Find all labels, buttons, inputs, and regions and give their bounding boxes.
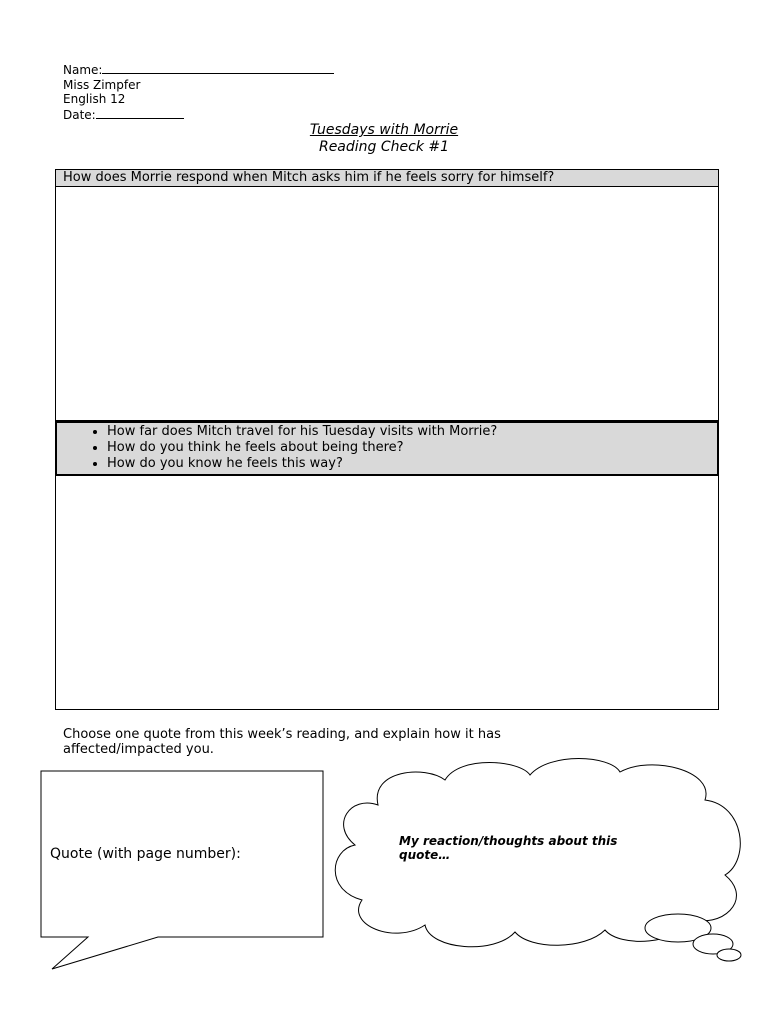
question2-bullet: • How far does Mitch travel for his Tuesday visits with Morrie? [107,424,717,440]
thought-cloud-label: My reaction/thoughts about this quote… [399,834,618,862]
course-name: English 12 [63,92,126,106]
question1-header: How does Morrie respond when Mitch asks him if he feels sorry for himself? [55,169,719,187]
speech-bubble[interactable] [41,771,323,969]
question2-bullet: • How do you think he feels about being there? [107,440,717,456]
speech-bubble-label: Quote (with page number): [50,846,241,862]
document-subtitle: Reading Check #1 [318,139,450,155]
quote-prompt: Choose one quote from this week’s reading, and explain how it has affected/impacted you. [63,727,501,757]
thought-bubble-dot-small [717,949,741,961]
question2-bullet: • How do you know he feels this way? [107,456,717,472]
name-label: Name: [63,63,103,77]
teacher-name: Miss Zimpfer [63,77,141,92]
document-title: Tuesdays with Morrie [309,122,459,138]
date-label: Date: [63,107,96,122]
